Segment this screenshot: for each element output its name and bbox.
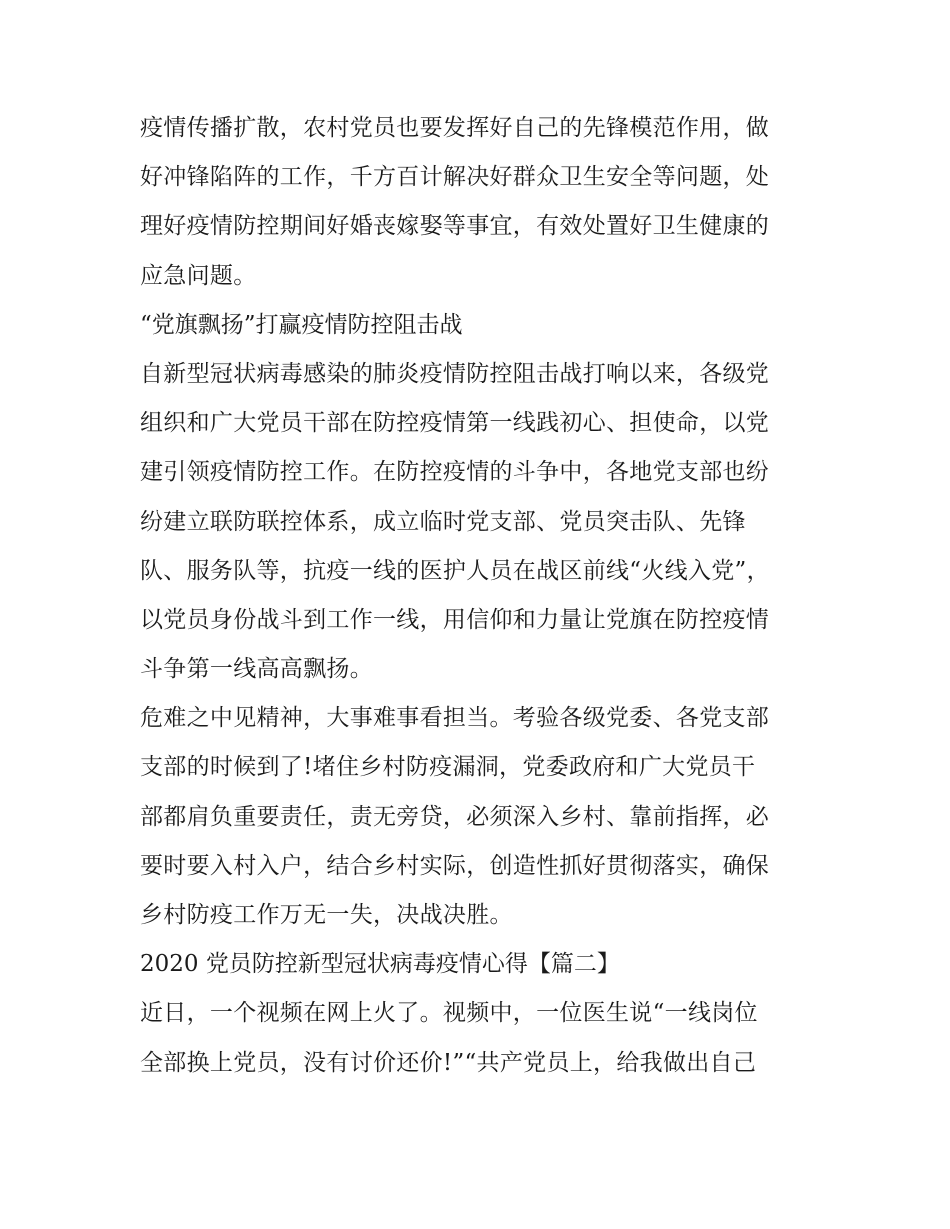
paragraph-line: 好冲锋陷阵的工作，千方百计解决好群众卫生安全等问题，处 (140, 164, 770, 191)
section-heading: “党旗飘扬”打赢疫情防控阻击战 (140, 311, 463, 338)
paragraph-line: 部都肩负重要责任，责无旁贷，必须深入乡村、靠前指挥，必 (140, 803, 770, 830)
document-body (140, 104, 820, 1088)
paragraph-line: 全部换上党员，没有讨价还价!”“共产党员上，给我做出自己 (140, 1049, 757, 1076)
paragraph-line: 危难之中见精神，大事难事看担当。考验各级党委、各党支部 (140, 705, 770, 732)
paragraph-line: 建引领疫情防控工作。在防控疫情的斗争中，各地党支部也纷 (140, 459, 770, 486)
paragraph-line: 组织和广大党员干部在防控疫情第一线践初心、担使命，以党 (140, 410, 770, 437)
paragraph-line: 应急问题。 (140, 262, 257, 289)
paragraph-line: 斗争第一线高高飘扬。 (140, 656, 373, 683)
paragraph-line: 理好疫情防控期间好婚丧嫁娶等事宜，有效处置好卫生健康的 (140, 213, 770, 240)
paragraph-line: 以党员身份战斗到工作一线，用信仰和力量让党旗在防控疫情 (140, 606, 770, 633)
paragraph-line: 乡村防疫工作万无一失，决战决胜。 (140, 902, 513, 928)
paragraph-line: 支部的时候到了!堵住乡村防疫漏洞，党委政府和广大党员干 (140, 754, 756, 781)
paragraph-line: 疫情传播扩散，农村党员也要发挥好自己的先锋模范作用，做 (140, 115, 770, 141)
paragraph-line: 纷建立联防联控体系，成立临时党支部、党员突击队、先锋 (140, 508, 746, 535)
paragraph-line: 要时要入村入户，结合乡村实际，创造性抓好贯彻落实，确保 (140, 852, 770, 879)
paragraph-line: 自新型冠状病毒感染的肺炎疫情防控阻击战打响以来，各级党 (140, 360, 770, 387)
paragraph-line: 近日，一个视频在网上火了。视频中，一位医生说“一线岗位 (140, 1000, 758, 1027)
paragraph-line: 队、服务队等，抗疫一线的医护人员在战区前线“火线入党”， (140, 557, 770, 584)
section-heading: 2020 党员防控新型冠状病毒疫情心得【篇二】 (140, 951, 620, 978)
